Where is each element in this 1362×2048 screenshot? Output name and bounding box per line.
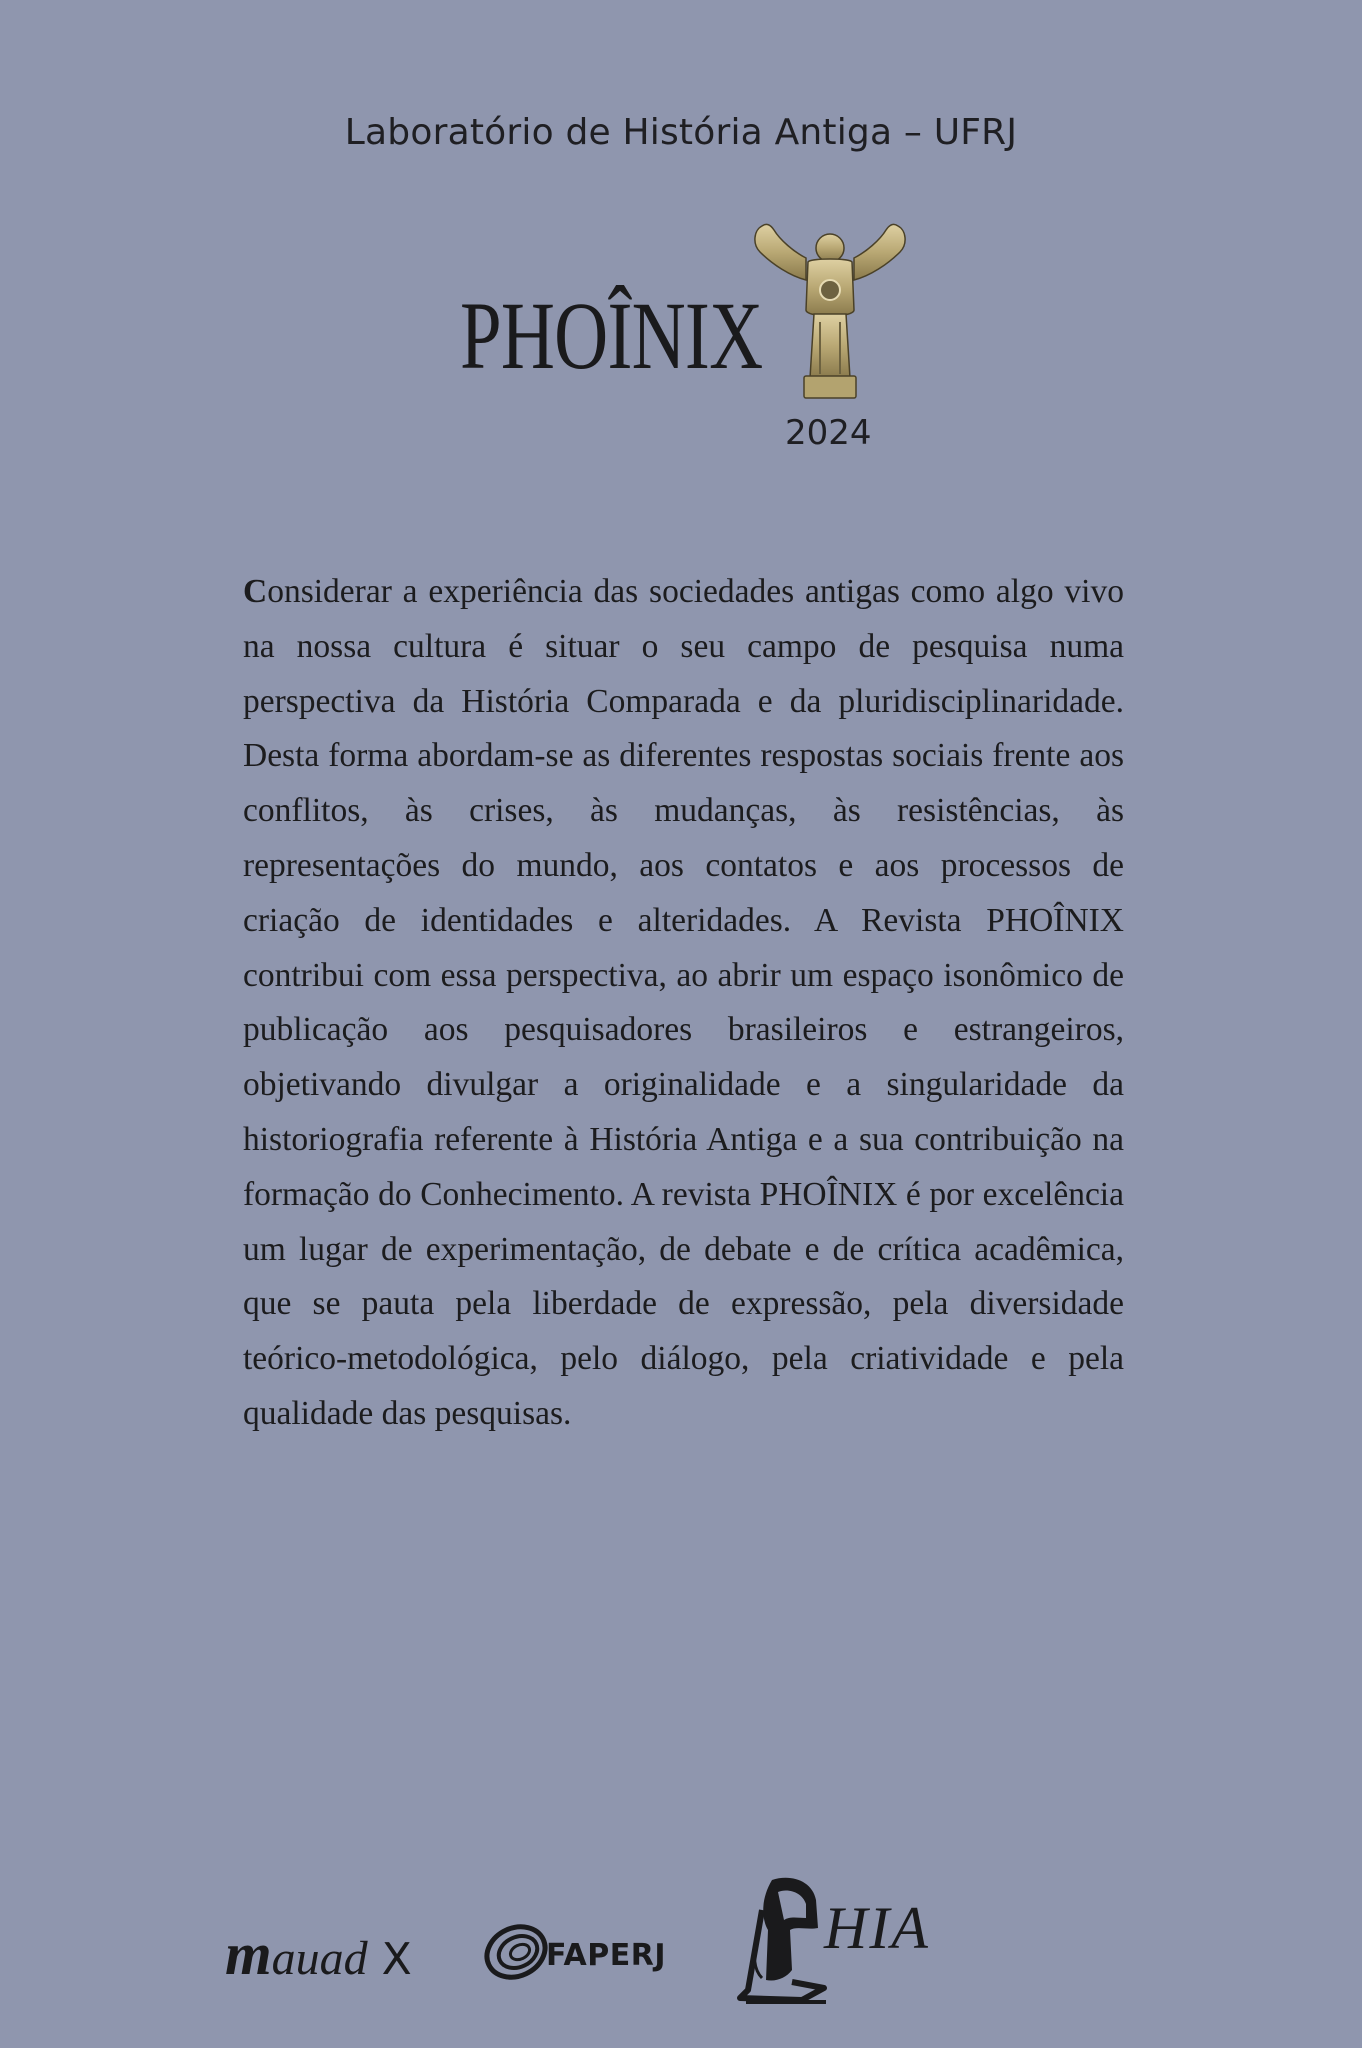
faperj-word: FAPERJ: [546, 1938, 667, 1973]
faperj-logo: [482, 1912, 692, 1992]
mauad-suffix: X: [381, 1934, 412, 1985]
institution-header: Laboratório de História Antiga – UFRJ: [344, 112, 1018, 153]
description-text: onsiderar a experiência das sociedades antigas como algo vivo na nossa cultura é situar o seu campo de pesquisa numa perspectiva da História Comparada e da pluridisciplinaridade. Desta forma abordam-se as diferentes respostas sociais frente aos conflitos, às crises, às mudanças, às resistências, às representações do mundo, aos contatos e aos processos de criação de identidades e alteridades. A Revista PHOÎNIX contribui com essa perspectiva, ao abrir um espaço isonômico de publicação aos pesquisadores brasileiros e estrangeiros, objetivando divulgar a originalidade e a singularidade da historiografia referente à História Antiga e a sua contribuição na formação do Conhecimento. A revista PHOÎNIX é por excelência um lugar de experimentação, de debate e de crítica acadêmica, que se pauta pela liberdade de expressão, pela diversidade teórico-metodológica, pelo diálogo, pela criatividade e pela qualidade das pesquisas.: [243, 573, 1124, 1432]
lhia-letters: HIA: [824, 1895, 930, 1961]
lhia-logo: [732, 1870, 930, 2010]
mauad-initial: m: [225, 1921, 272, 1987]
drop-letter: C: [243, 573, 268, 610]
masthead: [460, 218, 920, 458]
publisher-logos: [0, 1860, 1362, 2010]
mauad-name: auad: [271, 1932, 368, 1985]
issue-year: 2024: [785, 413, 872, 453]
description-paragraph: [243, 565, 1124, 1442]
lhia-helmet-icon: [732, 1870, 832, 2010]
faperj-swirl-icon: [482, 1920, 552, 1982]
journal-title: PHOÎNIX: [460, 282, 763, 389]
winged-statuette-icon: [750, 218, 910, 408]
mauad-x-logo: [225, 1920, 412, 1989]
